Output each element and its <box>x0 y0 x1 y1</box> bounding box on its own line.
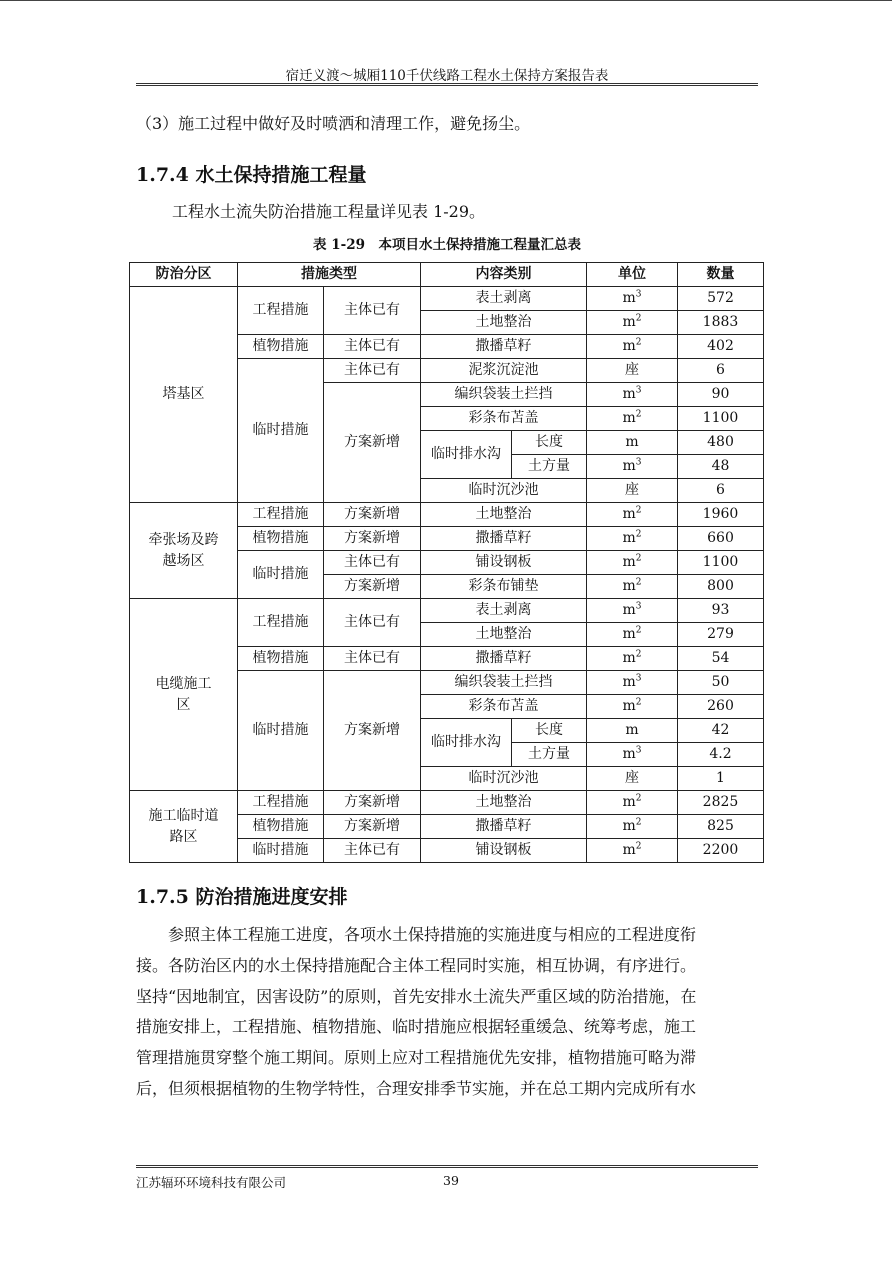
page-number: 39 <box>443 1173 459 1188</box>
quantity-cell: 660 <box>678 527 764 551</box>
table-row <box>130 599 764 623</box>
quantity-cell: 1883 <box>678 311 764 335</box>
content-cell: 撒播草籽 <box>421 335 587 359</box>
quantity-cell: 1100 <box>678 407 764 431</box>
section-heading-1-7-5: 1.7.5 防治措施进度安排 <box>136 886 348 908</box>
header-rule <box>136 83 758 86</box>
unit-cell: $m^3$ <box>587 455 678 479</box>
table-header-row <box>130 263 764 287</box>
unit-cell: 座 <box>587 359 678 383</box>
footer-rule <box>136 1165 758 1168</box>
content-cell: 临时排水沟 <box>421 431 512 479</box>
measure-cell: 植物措施 <box>238 527 324 551</box>
content-cell: 土地整治 <box>421 311 587 335</box>
measure-cell: 植物措施 <box>238 815 324 839</box>
quantity-cell: 93 <box>678 599 764 623</box>
content-cell: 彩条布铺垫 <box>421 575 587 599</box>
content-cell: 临时沉沙池 <box>421 767 587 791</box>
section-1-7-4-text: 工程水土流失防治措施工程量详见表 1-29。 <box>172 202 486 221</box>
subcontent-cell: 土方量 <box>512 455 587 479</box>
top-border <box>0 0 892 1</box>
content-cell: 编织袋装土拦挡 <box>421 671 587 695</box>
measure-cell: 临时措施 <box>238 359 324 503</box>
unit-cell: $m^3$ <box>587 383 678 407</box>
source-cell: 主体已有 <box>324 599 421 647</box>
quantity-cell: 6 <box>678 479 764 503</box>
source-cell: 主体已有 <box>324 335 421 359</box>
unit-cell: $m^2$ <box>587 335 678 359</box>
measure-cell: 植物措施 <box>238 335 324 359</box>
header-quantity: 数量 <box>678 263 764 287</box>
table-caption: 表 1-29 本项目水土保持措施工程量汇总表 <box>313 237 581 253</box>
paragraph-line: 管理措施贯穿整个施工期间。原则上应对工程措施优先安排，植物措施可略为滞 <box>136 1048 697 1068</box>
quantity-cell: 4.2 <box>678 743 764 767</box>
unit-cell: $m^2$ <box>587 839 678 863</box>
unit-cell: $m^2$ <box>587 407 678 431</box>
paragraph-line: 参照主体工程施工进度，各项水土保持措施的实施进度与相应的工程进度衔 <box>136 925 697 944</box>
quantity-cell: 1100 <box>678 551 764 575</box>
content-cell: 撒播草籽 <box>421 527 587 551</box>
header-measure-type: 措施类型 <box>238 263 421 287</box>
header-zone: 防治分区 <box>130 263 238 287</box>
subcontent-cell: 长度 <box>512 431 587 455</box>
unit-cell: $m^3$ <box>587 599 678 623</box>
quantity-cell: 1960 <box>678 503 764 527</box>
header-content: 内容类别 <box>421 263 587 287</box>
unit-cell: $m^2$ <box>587 527 678 551</box>
subcontent-cell: 长度 <box>512 719 587 743</box>
measure-cell: 工程措施 <box>238 503 324 527</box>
source-cell: 主体已有 <box>324 647 421 671</box>
unit-cell: $m^2$ <box>587 647 678 671</box>
unit-cell: 座 <box>587 767 678 791</box>
header-unit: 单位 <box>587 263 678 287</box>
source-cell: 方案新增 <box>324 815 421 839</box>
table-row <box>130 503 764 527</box>
zone-cell: 塔基区 <box>130 287 238 503</box>
paragraph-line: 坚持“因地制宜，因害设防”的原则，首先安排水土流失严重区域的防治措施，在 <box>136 986 697 1006</box>
source-cell: 方案新增 <box>324 575 421 599</box>
table-row <box>130 791 764 815</box>
content-cell: 泥浆沉淀池 <box>421 359 587 383</box>
measure-cell: 临时措施 <box>238 671 324 791</box>
quantity-cell: 800 <box>678 575 764 599</box>
unit-cell: $m^3$ <box>587 287 678 311</box>
unit-cell: $m^3$ <box>587 671 678 695</box>
source-cell: 方案新增 <box>324 671 421 791</box>
section-heading-1-7-4: 1.7.4 水土保持措施工程量 <box>136 164 367 186</box>
measure-cell: 工程措施 <box>238 287 324 335</box>
unit-cell: $m^3$ <box>587 743 678 767</box>
quantity-cell: 402 <box>678 335 764 359</box>
quantity-cell: 260 <box>678 695 764 719</box>
quantity-cell: 480 <box>678 431 764 455</box>
unit-cell: m <box>587 431 678 455</box>
running-header: 宿迁义渡～城厢110千伏线路工程水土保持方案报告表 <box>285 68 609 84</box>
unit-cell: $m^2$ <box>587 791 678 815</box>
zone-cell: 电缆施工区 <box>130 599 238 791</box>
content-cell: 临时排水沟 <box>421 719 512 767</box>
content-cell: 表土剥离 <box>421 599 587 623</box>
quantity-cell: 42 <box>678 719 764 743</box>
content-cell: 土地整治 <box>421 791 587 815</box>
quantity-cell: 50 <box>678 671 764 695</box>
quantity-cell: 1 <box>678 767 764 791</box>
unit-cell: $m^2$ <box>587 575 678 599</box>
quantity-cell: 90 <box>678 383 764 407</box>
source-cell: 方案新增 <box>324 791 421 815</box>
content-cell: 土地整治 <box>421 503 587 527</box>
unit-cell: $m^2$ <box>587 623 678 647</box>
source-cell: 主体已有 <box>324 287 421 335</box>
measure-cell: 临时措施 <box>238 839 324 863</box>
unit-cell: m <box>587 719 678 743</box>
quantity-cell: 2200 <box>678 839 764 863</box>
quantity-cell: 6 <box>678 359 764 383</box>
measure-cell: 工程措施 <box>238 791 324 815</box>
quantity-cell: 2825 <box>678 791 764 815</box>
content-cell: 撒播草籽 <box>421 647 587 671</box>
paragraph-line: 接。各防治区内的水土保持措施配合主体工程同时实施，相互协调，有序进行。 <box>136 955 697 975</box>
paragraph-line: 后，但须根据植物的生物学特性，合理安排季节实施，并在总工期内完成所有水 <box>136 1078 697 1098</box>
measures-table <box>129 262 764 863</box>
quantity-cell: 572 <box>678 287 764 311</box>
unit-cell: $m^2$ <box>587 815 678 839</box>
unit-cell: $m^2$ <box>587 503 678 527</box>
content-cell: 彩条布苫盖 <box>421 407 587 431</box>
source-cell: 方案新增 <box>324 527 421 551</box>
zone-cell: 施工临时道路区 <box>130 791 238 863</box>
quantity-cell: 279 <box>678 623 764 647</box>
footer-company: 江苏辐环环境科技有限公司 <box>136 1175 287 1190</box>
table-row <box>130 287 764 311</box>
measure-cell: 临时措施 <box>238 551 324 599</box>
subcontent-cell: 土方量 <box>512 743 587 767</box>
content-cell: 土地整治 <box>421 623 587 647</box>
content-cell: 铺设钢板 <box>421 551 587 575</box>
content-cell: 表土剥离 <box>421 287 587 311</box>
unit-cell: $m^2$ <box>587 695 678 719</box>
unit-cell: 座 <box>587 479 678 503</box>
quantity-cell: 48 <box>678 455 764 479</box>
unit-cell: $m^2$ <box>587 311 678 335</box>
unit-cell: $m^2$ <box>587 551 678 575</box>
source-cell: 主体已有 <box>324 359 421 383</box>
content-cell: 编织袋装土拦挡 <box>421 383 587 407</box>
content-cell: 铺设钢板 <box>421 839 587 863</box>
measure-cell: 植物措施 <box>238 647 324 671</box>
quantity-cell: 825 <box>678 815 764 839</box>
intro-item-3: （3）施工过程中做好及时喷洒和清理工作，避免扬尘。 <box>136 114 531 133</box>
section-1-7-5-paragraph <box>136 920 758 1105</box>
content-cell: 撒播草籽 <box>421 815 587 839</box>
source-cell: 方案新增 <box>324 383 421 503</box>
content-cell: 彩条布苫盖 <box>421 695 587 719</box>
quantity-cell: 54 <box>678 647 764 671</box>
source-cell: 主体已有 <box>324 551 421 575</box>
zone-cell: 牵张场及跨越场区 <box>130 503 238 599</box>
source-cell: 主体已有 <box>324 839 421 863</box>
measure-cell: 工程措施 <box>238 599 324 647</box>
paragraph-line: 措施安排上，工程措施、植物措施、临时措施应根据轻重缓急、统筹考虑，施工 <box>136 1017 697 1037</box>
content-cell: 临时沉沙池 <box>421 479 587 503</box>
source-cell: 方案新增 <box>324 503 421 527</box>
